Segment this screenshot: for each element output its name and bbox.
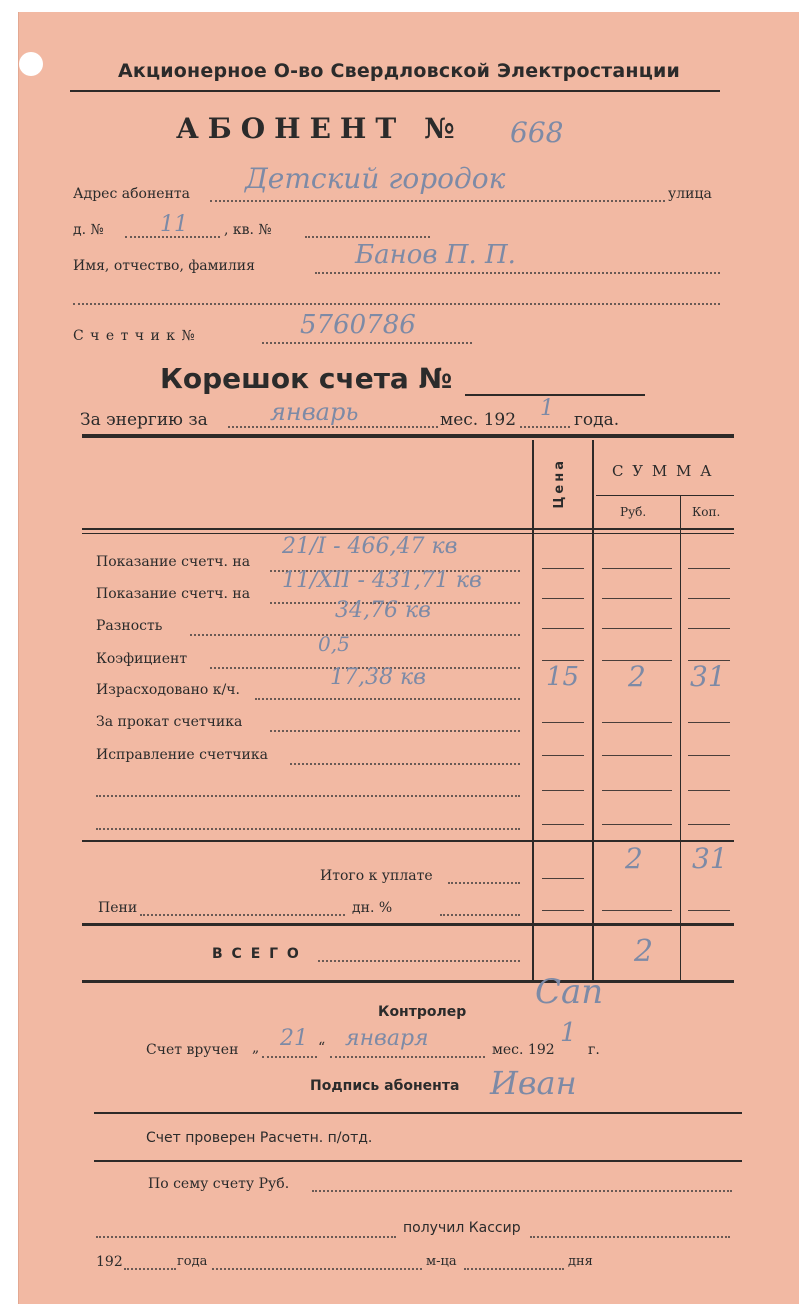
address-value: Детский городок bbox=[245, 162, 506, 195]
energy-year-suffix: года. bbox=[574, 410, 620, 430]
grand-total-label: В С Е Г О bbox=[212, 946, 301, 962]
header-bottom-rule bbox=[82, 528, 734, 530]
house-value: 11 bbox=[160, 212, 188, 237]
footer-year-word: года bbox=[177, 1254, 208, 1269]
rub-cell bbox=[602, 790, 672, 791]
row-label: Коэфициент bbox=[96, 651, 188, 667]
kop-header: Коп. bbox=[692, 505, 721, 519]
rub-cell bbox=[602, 722, 672, 723]
kop-col-divider bbox=[680, 495, 681, 980]
row-line bbox=[190, 634, 520, 636]
delivered-year-label: г. bbox=[588, 1042, 600, 1058]
kop-cell bbox=[688, 628, 730, 629]
controller-label: Контролер bbox=[378, 1004, 467, 1020]
row-value: 0,5 bbox=[318, 632, 350, 656]
row-label: Исправление счетчика bbox=[96, 747, 268, 763]
row-value: 34,76 кв bbox=[335, 598, 431, 623]
footer-year-prefix: 192 bbox=[96, 1254, 123, 1270]
cashier-label: получил Кассир bbox=[403, 1220, 521, 1236]
sum-subheader-rule bbox=[596, 495, 734, 496]
kop-cell bbox=[688, 598, 730, 599]
energy-label: За энергию за bbox=[80, 410, 208, 430]
abonent-number: 668 bbox=[510, 116, 564, 149]
penalty-pct-label: дн. % bbox=[352, 900, 393, 916]
address-line bbox=[210, 200, 665, 202]
per-bill-label: По сему счету Руб. bbox=[148, 1176, 290, 1192]
footer-month-line bbox=[212, 1268, 422, 1270]
checked-label: Счет проверен Расчетн. п/отд. bbox=[146, 1130, 373, 1146]
sum-header: С У М М А bbox=[612, 462, 714, 480]
name-value: Банов П. П. bbox=[355, 240, 516, 270]
signature-label: Подпись абонента bbox=[310, 1078, 460, 1094]
stub-number-line bbox=[465, 394, 645, 396]
controller-signature: Сап bbox=[535, 972, 604, 1012]
name-label: Имя, отчество, фамилия bbox=[73, 258, 255, 274]
row-line bbox=[290, 763, 520, 765]
kop-cell bbox=[688, 910, 730, 911]
price-cell bbox=[542, 824, 584, 825]
name-line-2 bbox=[73, 303, 720, 305]
delivered-month-label: мес. 192 bbox=[492, 1042, 555, 1058]
rub-cell: 2 bbox=[628, 660, 646, 693]
blank-row-line bbox=[96, 795, 520, 797]
per-bill-line bbox=[312, 1190, 732, 1192]
rub-cell bbox=[602, 824, 672, 825]
total-kop: 31 bbox=[692, 842, 728, 875]
signature-rule bbox=[94, 1112, 742, 1114]
row-value: 11/XII - 431,71 кв bbox=[282, 568, 482, 593]
row-value: 21/I - 466,47 кв bbox=[282, 534, 458, 559]
energy-month-line bbox=[228, 426, 438, 428]
meter-label: С ч е т ч и к № bbox=[73, 328, 196, 344]
row-label: Разность bbox=[96, 618, 163, 634]
header-rule bbox=[70, 90, 720, 92]
row-line bbox=[270, 730, 520, 732]
organization-title: Акционерное О-во Свердловской Электростанции bbox=[118, 60, 681, 82]
rub-cell bbox=[602, 628, 672, 629]
table-top-rule bbox=[82, 434, 734, 438]
row-label: За прокат счетчика bbox=[96, 714, 243, 730]
house-label: д. № bbox=[73, 222, 104, 238]
grand-total-line bbox=[318, 960, 520, 962]
rub-cell bbox=[602, 755, 672, 756]
price-cell bbox=[542, 722, 584, 723]
table-bottom-rule bbox=[82, 980, 734, 983]
footer-day-line bbox=[464, 1268, 564, 1270]
price-header: Цена bbox=[552, 458, 567, 509]
kop-cell: 31 bbox=[690, 660, 726, 693]
price-cell bbox=[542, 790, 584, 791]
stub-title: Корешок счета № bbox=[160, 362, 453, 395]
delivered-day-line bbox=[262, 1056, 317, 1058]
energy-year-line bbox=[520, 426, 570, 428]
kop-cell bbox=[688, 722, 730, 723]
abonent-title: АБОНЕНТ № bbox=[176, 112, 464, 145]
rub-header: Руб. bbox=[620, 505, 647, 519]
penalty-bottom-rule bbox=[82, 923, 734, 926]
footer-day-word: дня bbox=[568, 1254, 593, 1269]
delivered-month: января bbox=[345, 1026, 429, 1051]
price-cell bbox=[542, 660, 584, 661]
row-value: 17,38 кв bbox=[330, 665, 426, 690]
delivered-close-quote: “ bbox=[318, 1040, 326, 1056]
price-cell bbox=[542, 598, 584, 599]
blank-row-line bbox=[96, 828, 520, 830]
rub-cell bbox=[602, 568, 672, 569]
meter-line bbox=[262, 342, 472, 344]
row-label: Показание счетч. на bbox=[96, 586, 251, 602]
grand-total-rub: 2 bbox=[634, 934, 654, 969]
rub-cell bbox=[602, 598, 672, 599]
address-label: Адрес абонента bbox=[73, 186, 191, 202]
kop-cell bbox=[688, 790, 730, 791]
energy-year: 1 bbox=[540, 396, 554, 421]
apartment-label: , кв. № bbox=[224, 222, 272, 238]
row-label: Показание счетч. на bbox=[96, 554, 251, 570]
row-line bbox=[255, 698, 520, 700]
footer-year-line bbox=[124, 1268, 176, 1270]
total-rub: 2 bbox=[625, 842, 643, 875]
price-cell bbox=[542, 568, 584, 569]
delivered-month-line bbox=[330, 1056, 485, 1058]
penalty-line bbox=[140, 914, 345, 916]
punch-hole bbox=[19, 52, 43, 76]
total-line bbox=[448, 882, 520, 884]
cashier-line bbox=[96, 1236, 396, 1238]
price-cell bbox=[542, 878, 584, 879]
subscriber-signature: Иван bbox=[490, 1064, 577, 1102]
price-col-right bbox=[592, 440, 594, 980]
apartment-line bbox=[305, 236, 430, 238]
price-cell bbox=[542, 755, 584, 756]
price-cell bbox=[542, 910, 584, 911]
cashier-sign-line bbox=[530, 1236, 730, 1238]
price-cell: 15 bbox=[546, 662, 580, 692]
delivered-day: 21 bbox=[280, 1026, 308, 1051]
total-label: Итого к уплате bbox=[320, 868, 433, 884]
kop-cell bbox=[688, 568, 730, 569]
row-label: Израсходовано к/ч. bbox=[96, 682, 240, 698]
delivered-open-quote: „ bbox=[252, 1040, 260, 1056]
name-line bbox=[315, 272, 720, 274]
delivered-year: 1 bbox=[560, 1018, 577, 1048]
meter-value: 5760786 bbox=[300, 310, 416, 340]
rub-cell bbox=[602, 910, 672, 911]
street-label: улица bbox=[668, 186, 712, 202]
price-cell bbox=[542, 628, 584, 629]
penalty-pct-line bbox=[440, 914, 520, 916]
checked-rule bbox=[94, 1160, 742, 1162]
energy-year-label: мес. 192 bbox=[440, 410, 517, 430]
kop-cell bbox=[688, 755, 730, 756]
kop-cell bbox=[688, 824, 730, 825]
price-col-left bbox=[532, 440, 534, 980]
delivered-label: Счет вручен bbox=[146, 1042, 239, 1058]
energy-month: январь bbox=[270, 398, 359, 426]
footer-month-word: м-ца bbox=[426, 1254, 457, 1269]
penalty-label: Пени bbox=[98, 900, 138, 916]
